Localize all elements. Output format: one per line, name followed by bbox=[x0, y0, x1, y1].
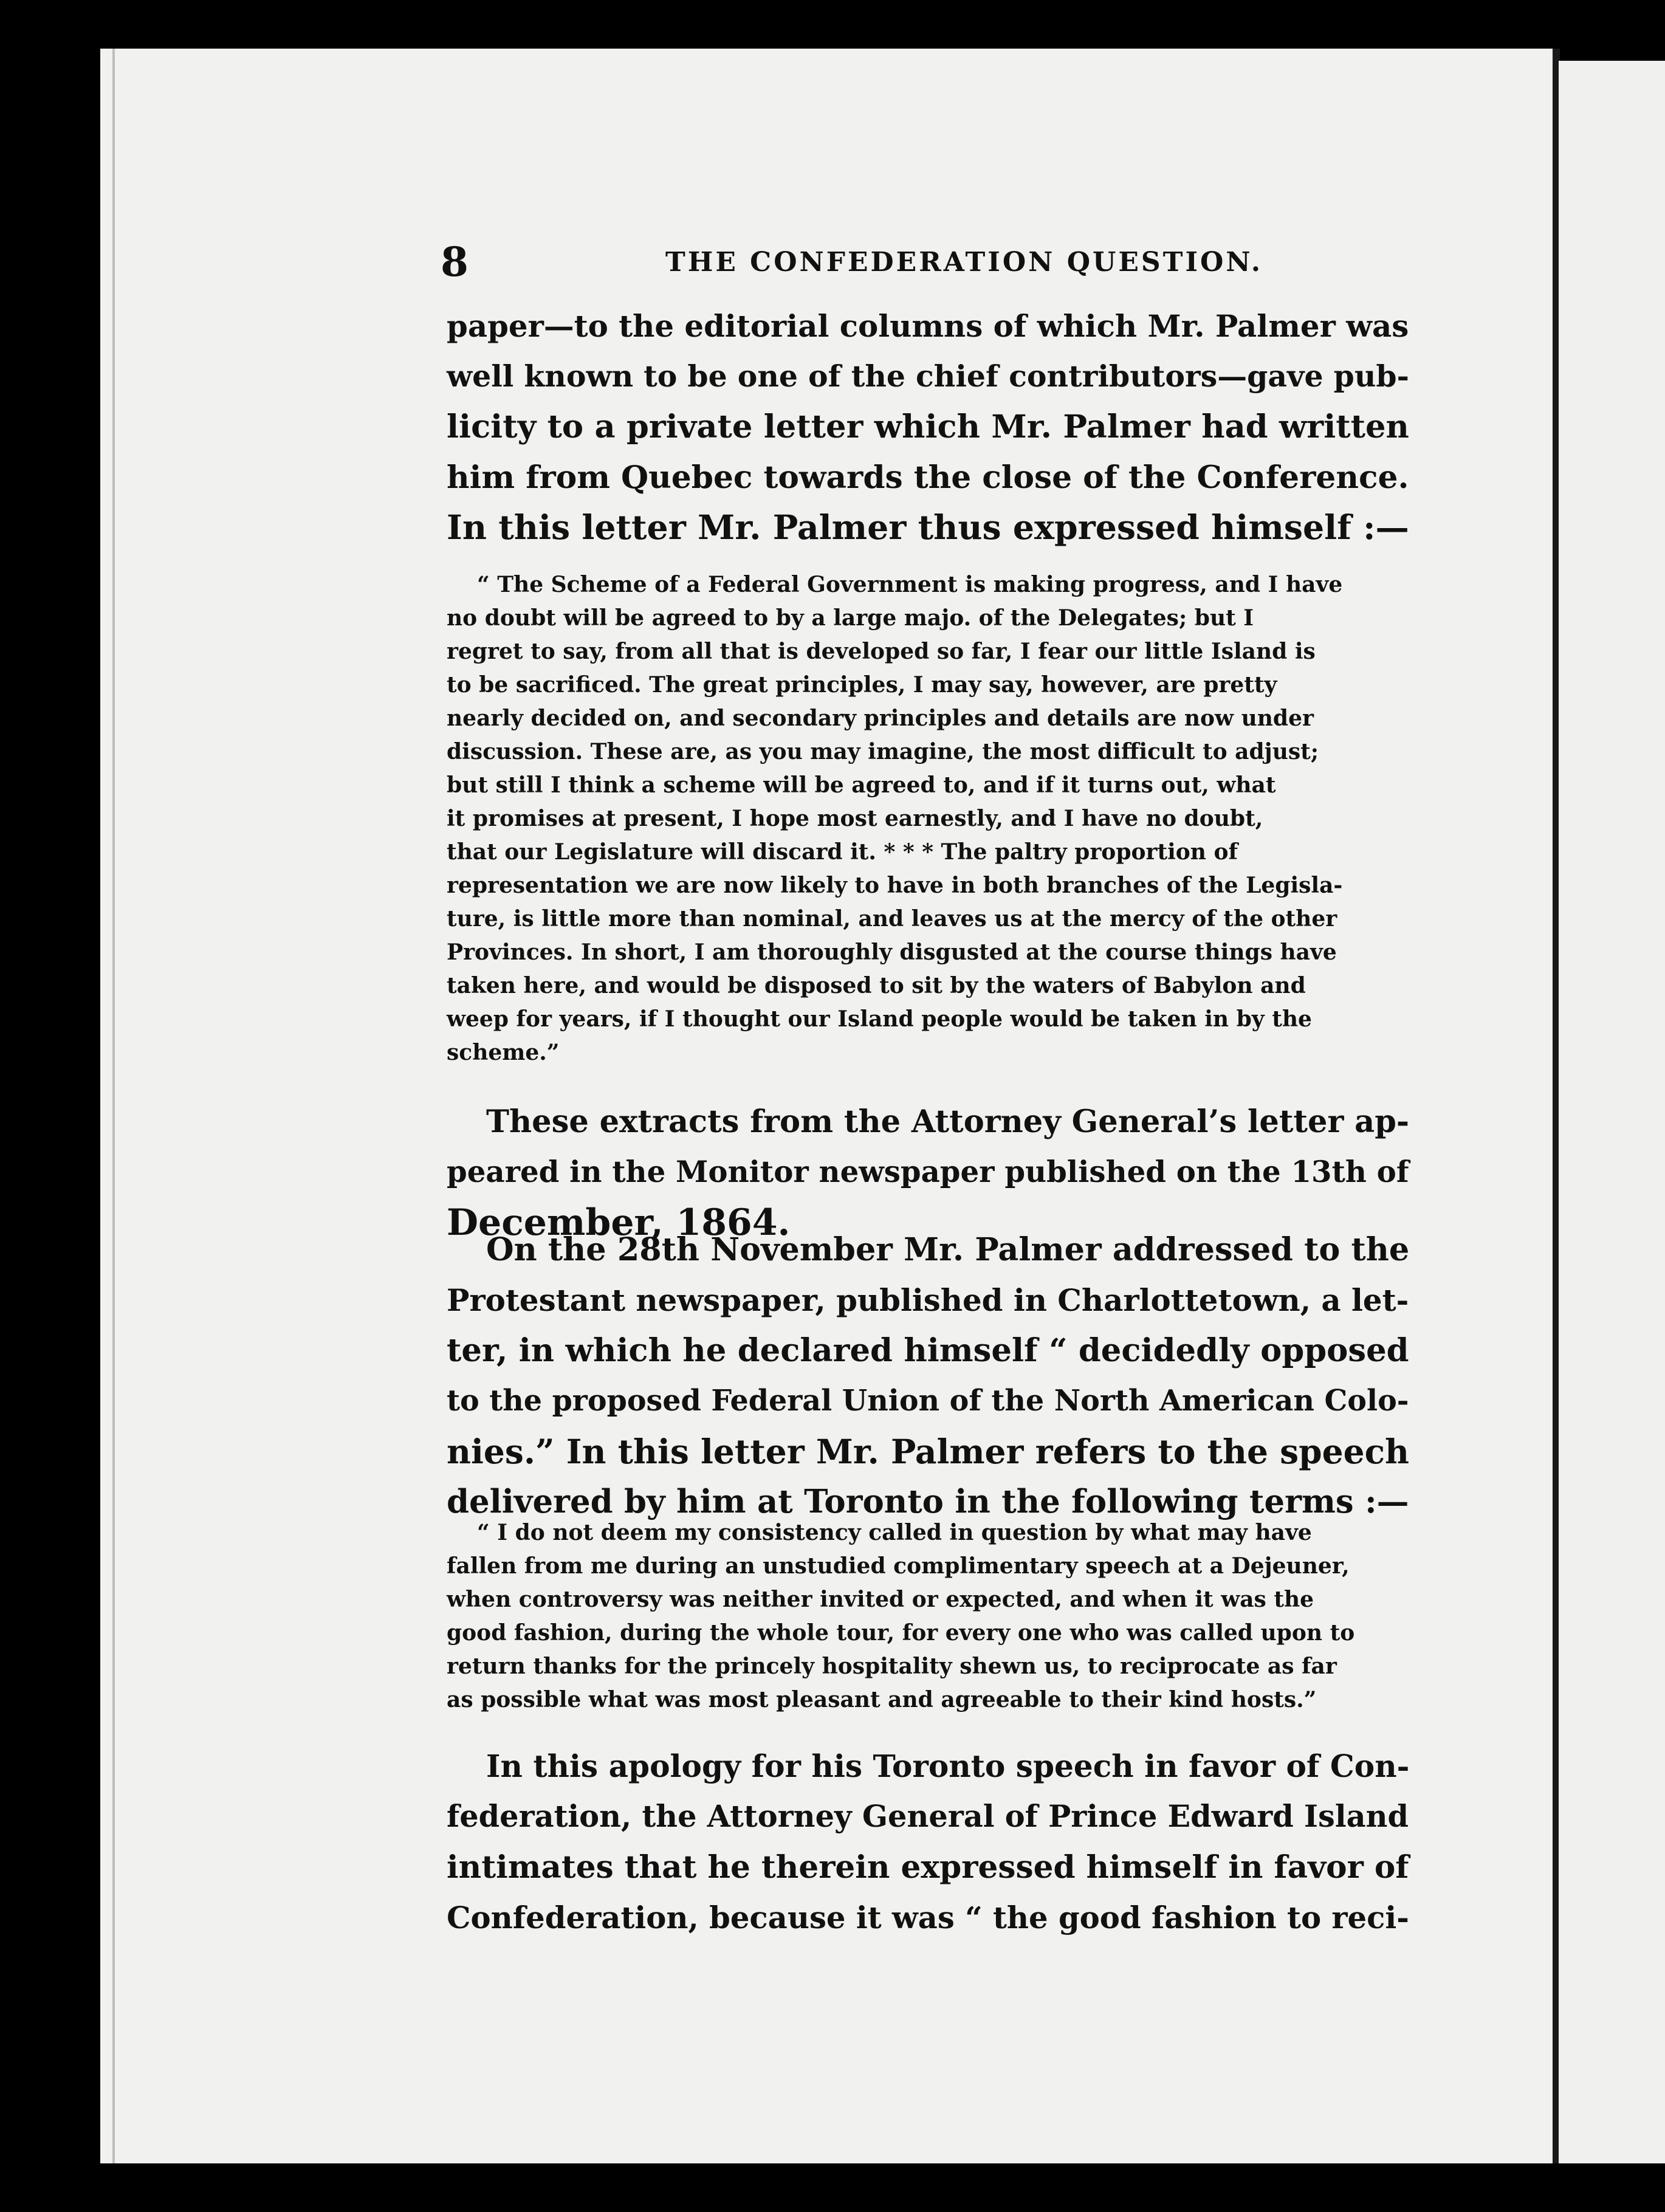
paragraph-1 bbox=[447, 301, 1419, 553]
quote-line: nearly decided on, and secondary principles and details are now under bbox=[447, 706, 1314, 731]
text-line: In this letter Mr. Palmer thus expressed himself :— bbox=[447, 508, 1409, 548]
quote-line: that our Legislature will discard it. * * * The paltry proportion of bbox=[447, 839, 1238, 865]
page-number: 8 bbox=[441, 238, 469, 286]
page-edge bbox=[112, 49, 115, 2163]
text-line: Protestant newspaper, published in Charlottetown, a let- bbox=[447, 1282, 1409, 1318]
quote-line: no doubt will be agreed to by a large majo. of the Delegates; but I bbox=[447, 605, 1254, 631]
quote-line: representation we are now likely to have in both branches of the Legisla- bbox=[447, 873, 1343, 898]
text-line: well known to be one of the chief contributors—gave pub- bbox=[447, 359, 1409, 394]
paragraph-4 bbox=[447, 1741, 1419, 1943]
quote-line: regret to say, from all that is developed so far, I fear our little Island is bbox=[447, 639, 1316, 664]
quote-line: ture, is little more than nominal, and leaves us at the mercy of the other bbox=[447, 906, 1337, 932]
quote-line: but still I think a scheme will be agreed to, and if it turns out, what bbox=[447, 772, 1276, 798]
quote-line: it promises at present, I hope most earnestly, and I have no doubt, bbox=[447, 806, 1263, 831]
text-line: him from Quebec towards the close of the Conference. bbox=[447, 459, 1409, 496]
text-line: paper—to the editorial columns of which Mr. Palmer was bbox=[447, 308, 1409, 344]
quote-line: Provinces. In short, I am thoroughly disgusted at the course things have bbox=[447, 939, 1337, 965]
text-line: licity to a private letter which Mr. Palmer had written bbox=[447, 408, 1409, 445]
quote-line: “ I do not deem my consistency called in question by what may have bbox=[477, 1520, 1312, 1545]
quote-line: weep for years, if I thought our Island people would be taken in by the bbox=[447, 1006, 1312, 1032]
text-line: to the proposed Federal Union of the North American Colo- bbox=[447, 1384, 1409, 1418]
quotation-1 bbox=[447, 568, 1419, 1070]
quote-line: as possible what was most pleasant and agreeable to their kind hosts.” bbox=[447, 1687, 1317, 1712]
text-line: nies.” In this letter Mr. Palmer refers to the speech bbox=[447, 1432, 1410, 1471]
quote-line: fallen from me during an unstudied complimentary speech at a Dejeuner, bbox=[447, 1553, 1350, 1579]
quotation-2 bbox=[447, 1516, 1419, 1717]
text-line: peared in the Monitor newspaper published on the 13th of bbox=[447, 1155, 1409, 1189]
quote-line: return thanks for the princely hospitality shewn us, to reciprocate as far bbox=[447, 1654, 1337, 1679]
text-line: December, 1864. bbox=[447, 1201, 791, 1244]
quote-line: discussion. These are, as you may imagine, the most difficult to adjust; bbox=[447, 739, 1319, 764]
text-line: Confederation, because it was “ the good fashion to reci- bbox=[447, 1900, 1409, 1935]
text-line: These extracts from the Attorney General’s letter ap- bbox=[486, 1104, 1410, 1140]
text-line: In this apology for his Toronto speech in favor of Con- bbox=[486, 1748, 1410, 1784]
quote-line: to be sacrificed. The great principles, I may say, however, are pretty bbox=[447, 672, 1277, 698]
text-line: ter, in which he declared himself “ decidedly opposed bbox=[447, 1331, 1409, 1369]
adjacent-page-edge bbox=[1559, 61, 1665, 2163]
quote-line: taken here, and would be disposed to sit by the waters of Babylon and bbox=[447, 973, 1306, 998]
text-line: federation, the Attorney General of Prince Edward Island bbox=[447, 1799, 1409, 1834]
page-header bbox=[441, 238, 1419, 287]
quote-line: when controversy was neither invited or expected, and when it was the bbox=[447, 1587, 1314, 1612]
paragraph-3 bbox=[447, 1224, 1419, 1527]
text-line: delivered by him at Toronto in the following terms :— bbox=[447, 1483, 1409, 1520]
text-line: On the 28th November Mr. Palmer addressed to the bbox=[486, 1231, 1410, 1268]
quote-line: good fashion, during the whole tour, for every one who was called upon to bbox=[447, 1620, 1355, 1646]
text-line: intimates that he therein expressed himself in favor of bbox=[447, 1849, 1409, 1886]
running-title: THE CONFEDERATION QUESTION. bbox=[665, 247, 1263, 278]
quote-line: “ The Scheme of a Federal Government is making progress, and I have bbox=[477, 572, 1343, 597]
quote-line: scheme.” bbox=[447, 1040, 560, 1065]
